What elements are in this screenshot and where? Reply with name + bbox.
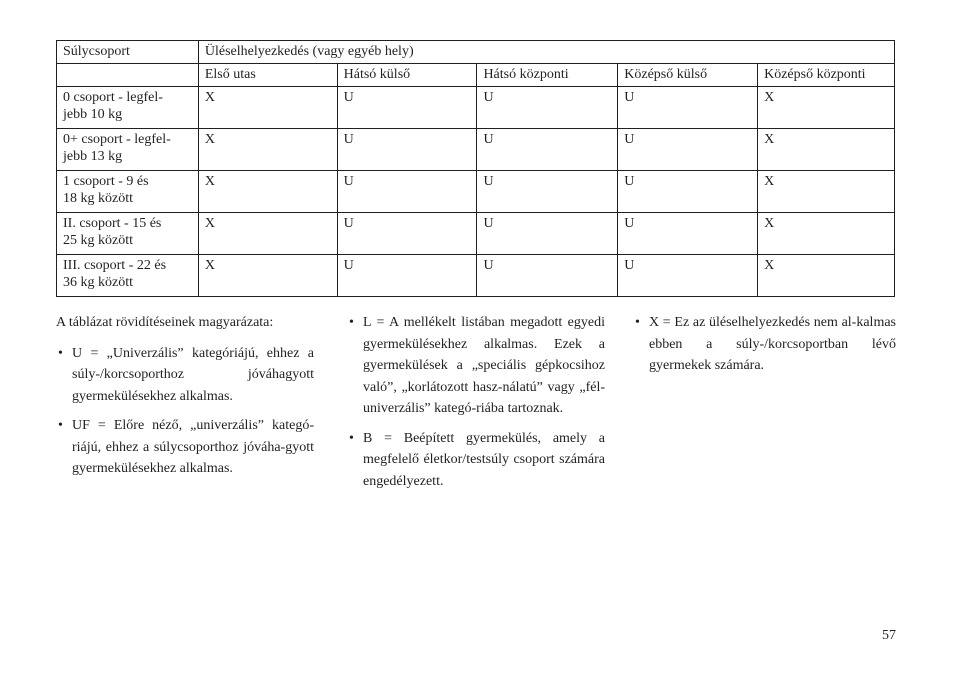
legend-intro: A táblázat rövidítéseinek magyarázata:	[56, 315, 274, 330]
table-cell: X	[758, 87, 895, 129]
weight-group-line: 25 kg között	[63, 233, 133, 248]
table-cell: X	[758, 129, 895, 171]
table-cell: X	[758, 255, 895, 297]
column-header: Középső központi	[758, 64, 895, 87]
weight-group-line: 18 kg között	[63, 191, 133, 206]
legend-item-text: UF = Előre néző, „univerzális” kategó-riájú, ehhez a súlycsoporthoz jóváha-gyott gyermekülésekhez alkalmas.	[72, 418, 314, 476]
table-cell: U	[618, 255, 758, 297]
legend-item-text: X = Ez az üléselhelyezkedés nem al-kalmas ebben a súly-/korcsoportban lévő gyermekek számára.	[649, 315, 896, 373]
table-row	[57, 87, 895, 129]
table-cell: X	[198, 171, 337, 213]
column-header: Első utas	[198, 64, 337, 87]
table-cell: U	[618, 129, 758, 171]
table-row	[57, 255, 895, 297]
weight-group-line: 0+ csoport - legfel-	[63, 132, 171, 147]
column-header: Középső külső	[618, 64, 758, 87]
legend-item-text: B = Beépített gyermekülés, amely a megfelelő életkor/testsúly csoport számára engedélyezett.	[363, 430, 605, 489]
table-cell: X	[758, 213, 895, 255]
weight-group-cell	[57, 255, 199, 297]
legend-column-2	[347, 312, 605, 492]
seat-position-table	[56, 40, 895, 297]
weight-group-cell	[57, 129, 199, 171]
weight-group-line: jebb 10 kg	[63, 107, 123, 122]
legend-column-1	[56, 312, 314, 480]
header-seat-position: Üléselhelyezkedés (vagy egyéb hely)	[198, 41, 894, 64]
bullet-icon: •	[635, 315, 640, 330]
table-cell: X	[758, 171, 895, 213]
weight-group-cell	[57, 87, 199, 129]
weight-group-line: II. csoport - 15 és	[63, 216, 162, 231]
table-cell: U	[477, 255, 618, 297]
legend-column-3	[633, 312, 896, 377]
table-cell: X	[198, 129, 337, 171]
weight-group-cell	[57, 213, 199, 255]
weight-group-line: jebb 13 kg	[63, 149, 123, 164]
weight-group-line: 0 csoport - legfel-	[63, 90, 163, 105]
table-cell: U	[337, 129, 477, 171]
legend-item-text: L = A mellékelt listában megadott egyedi gyermekülésekhez alkalmas. Ezek a gyermekülések a „speciális gépkocsihoz való”, „korlátozott hasz-nálatú” vagy „fél-univerzális” kategó-riába tartoznak.	[363, 315, 605, 416]
bullet-icon: •	[58, 345, 63, 361]
legend-item	[633, 312, 896, 377]
table-cell: X	[198, 255, 337, 297]
page-number: 57	[882, 628, 896, 643]
table-row	[57, 213, 895, 255]
legend-item	[56, 343, 314, 408]
column-header: Hátsó külső	[337, 64, 477, 87]
table-cell: U	[337, 171, 477, 213]
table-cell: U	[337, 255, 477, 297]
table-row	[57, 129, 895, 171]
weight-group-cell	[57, 171, 199, 213]
legend-item-text: U = „Univerzális” kategóriájú, ehhez a súly-/korcsoporthoz jóváhagyott gyermekülésekhez alkalmas.	[72, 345, 314, 404]
table-cell: U	[477, 129, 618, 171]
header-weight-group: Súlycsoport	[57, 41, 199, 64]
table-cell: X	[198, 213, 337, 255]
table-cell: U	[337, 87, 477, 129]
table-cell: U	[618, 171, 758, 213]
bullet-icon: •	[349, 315, 354, 330]
bullet-icon: •	[58, 418, 63, 433]
table-cell: U	[337, 213, 477, 255]
table-row	[57, 171, 895, 213]
table-cell: U	[477, 213, 618, 255]
bullet-icon: •	[349, 430, 354, 446]
table-cell: X	[198, 87, 337, 129]
table-cell: U	[477, 171, 618, 213]
header-empty-cell	[57, 64, 199, 87]
weight-group-line: 1 csoport - 9 és	[63, 174, 149, 189]
table-cell: U	[618, 87, 758, 129]
weight-group-line: III. csoport - 22 és	[63, 258, 167, 273]
legend-item	[347, 312, 605, 420]
table-cell: U	[477, 87, 618, 129]
column-header: Hátsó központi	[477, 64, 618, 87]
legend-item	[347, 428, 605, 493]
table-cell: U	[618, 213, 758, 255]
legend-item	[56, 415, 314, 480]
weight-group-line: 36 kg között	[63, 275, 133, 290]
